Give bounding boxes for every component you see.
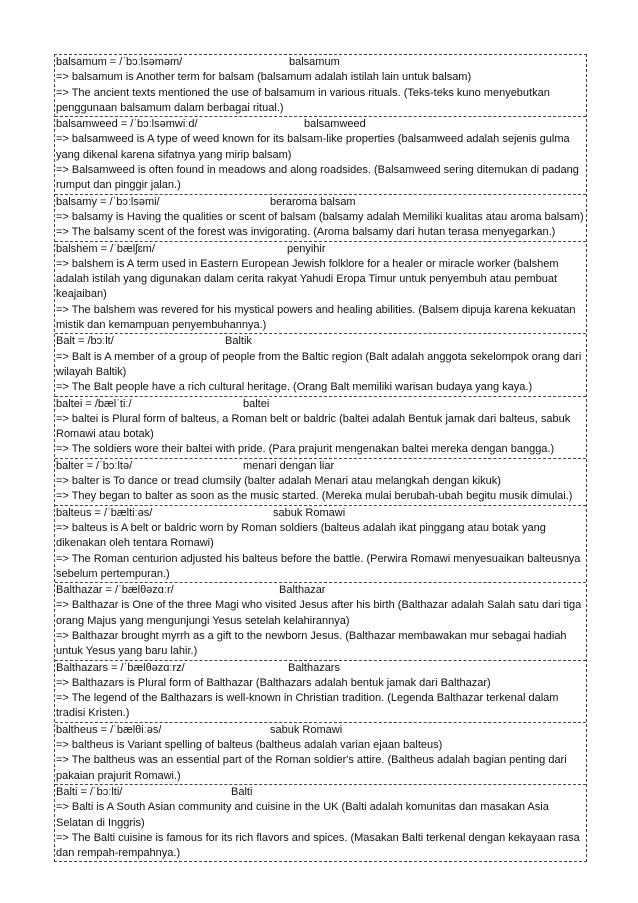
definition-line: => balsamweed is A type of weed known for its balsam-like properties (balsamweed adalah sejenis gulma yang dikenal karena sifatnya yang mirip balsam) xyxy=(56,133,570,161)
dictionary-entry xyxy=(55,723,586,785)
definition-line: => balshem is A term used in Eastern European Jewish folklore for a healer or miracle worker (balshem adalah istilah yang digunakan dalam cerita rakyat Yahudi Eropa Timur untuk penyembuh atau pembuat keajaiban) xyxy=(56,257,559,301)
definition-line: => Balthazar is One of the three Magi who visited Jesus after his birth (Balthazar adalah Salah satu dari tiga orang Majus yang mengunjungi Yesus setelah kelahirannya) xyxy=(56,599,582,627)
entry-header xyxy=(56,661,585,676)
definition-line: => baltheus is Variant spelling of balteus (baltheus adalah varian ejaan balteus) xyxy=(56,739,443,752)
definition-line: => Balti is A South Asian community and cuisine in the UK (Balti adalah komunitas dan masakan Asia Selatan di Inggris) xyxy=(56,801,549,829)
entry-header xyxy=(56,583,585,598)
dictionary-entry xyxy=(55,334,586,396)
headword-pronunciation: balter = /ˈbɔːltə/ xyxy=(56,459,133,472)
translation: balsamum xyxy=(289,56,340,68)
dictionary-entry xyxy=(55,661,586,723)
example-line: => Balsamweed is often found in meadows and along roadsides. (Balsamweed sering ditemukan di padang rumput dan pinggir jalan.) xyxy=(56,164,579,192)
dictionary-entry xyxy=(55,55,586,117)
headword-pronunciation: baltei = /bælˈtiː/ xyxy=(56,397,132,410)
entry-header xyxy=(56,459,585,474)
translation: balsamweed xyxy=(304,118,366,131)
headword-pronunciation: balshem = /ˈbælʃɛm/ xyxy=(56,242,155,255)
example-line: => The ancient texts mentioned the use of balsamum in various rituals. (Teks-teks kuno menyebutkan penggunaan balsamum dalam berbagai ritual.) xyxy=(56,86,550,114)
example-line: => The legend of the Balthazars is well-known in Christian tradition. (Legenda Balthazar terkenal dalam tradisi Kristen.) xyxy=(56,692,559,720)
entry-header xyxy=(56,506,585,521)
example-line: => Balthazar brought myrrh as a gift to the newborn Jesus. (Balthazar membawakan mur sebagai hadiah untuk Yesus yang baru lahir.) xyxy=(56,629,567,658)
dictionary-entries xyxy=(54,54,587,862)
example-line: => The Roman centurion adjusted his balteus before the battle. (Perwira Romawi menyesuaikan balteusnya sebelum pertempuran.) xyxy=(56,552,581,580)
definition-line: => balteus is A belt or baldric worn by Roman soldiers (balteus adalah ikat pinggang atau botak yang dikenakan oleh tentara Romawi) xyxy=(56,521,546,550)
definition-line: => balsamum is Another term for balsam (balsamum adalah istilah lain untuk balsam) xyxy=(56,71,472,84)
example-line: => They began to balter as soon as the music started. (Mereka mulai berubah-ubah begitu musik dimulai.) xyxy=(56,490,573,503)
entry-header xyxy=(56,723,585,738)
example-line: => The baltheus was an essential part of the Roman soldier's attire. (Baltheus adalah bagian penting dari pakaian prajurit Romawi.) xyxy=(56,754,567,782)
headword-pronunciation: Balt = /bɔːlt/ xyxy=(56,335,114,348)
headword-pronunciation: balteus = /ˈbæltiːəs/ xyxy=(56,506,153,519)
translation: penyihir xyxy=(287,242,326,255)
headword-pronunciation: Balthazar = /ˈbælθəzɑːr/ xyxy=(56,584,174,597)
translation: Balthazar xyxy=(279,584,326,597)
dictionary-entry xyxy=(55,242,586,335)
definition-line: => Balt is A member of a group of people from the Baltic region (Balt adalah anggota sekelompok orang dari wilayah Baltik) xyxy=(56,350,582,378)
entry-header xyxy=(56,334,585,349)
translation: sabuk Romawi xyxy=(273,506,346,519)
headword-pronunciation: Balthazars = /ˈbælθəzɑːrz/ xyxy=(56,661,185,674)
example-line: => The balsamy scent of the forest was invigorating. (Aroma balsamy dari hutan terasa menyegarkan.) xyxy=(56,226,556,239)
headword-pronunciation: balsamy = /ˈbɔːlsəmi/ xyxy=(56,195,160,208)
dictionary-entry xyxy=(55,785,586,861)
definition-line: => baltei is Plural form of balteus, a Roman belt or baldric (baltei adalah Bentuk jamak dari balteus, sabuk Romawi atau botak) xyxy=(56,412,571,441)
entry-header xyxy=(56,397,585,412)
entry-header xyxy=(56,242,585,257)
example-line: => The Balt people have a rich cultural heritage. (Orang Balt memiliki warisan budaya yang kaya.) xyxy=(56,381,533,394)
entry-header xyxy=(56,55,585,70)
translation: baltei xyxy=(243,397,270,410)
entry-header xyxy=(56,117,585,132)
translation: Balti xyxy=(231,785,253,798)
dictionary-entry xyxy=(55,459,586,506)
dictionary-entry xyxy=(55,397,586,459)
translation: beraroma balsam xyxy=(270,195,356,208)
definition-line: => Balthazars is Plural form of Balthazar (Balthazars adalah bentuk jamak dari Balthazar) xyxy=(56,676,491,689)
dictionary-entry xyxy=(55,583,586,660)
dictionary-entry xyxy=(55,117,586,194)
entry-header xyxy=(56,195,585,210)
headword-pronunciation: baltheus = /ˈbælθiːəs/ xyxy=(56,723,162,736)
translation: Baltik xyxy=(225,335,252,348)
headword-pronunciation: Balti = /ˈbɔːlti/ xyxy=(56,785,123,798)
example-line: => The Balti cuisine is famous for its rich flavors and spices. (Masakan Balti terkenal dengan kekayaan rasa dan rempah-rempahnya.) xyxy=(56,831,580,860)
translation: Balthazars xyxy=(288,661,340,674)
entry-header xyxy=(56,785,585,800)
example-line: => The balshem was revered for his mystical powers and healing abilities. (Balsem dipuja karena kekuatan mistik dan kemampuan penyembuhannya.) xyxy=(56,303,576,332)
translation: menari dengan liar xyxy=(243,459,335,472)
translation: sabuk Romawi xyxy=(270,723,343,736)
dictionary-entry xyxy=(55,195,586,242)
headword-pronunciation: balsamum = /ˈbɔːlsəməm/ xyxy=(56,56,183,68)
dictionary-entry xyxy=(55,506,586,583)
definition-line: => balsamy is Having the qualities or scent of balsam (balsamy adalah Memiliki kualitas atau aroma balsam) xyxy=(56,210,584,223)
headword-pronunciation: balsamweed = /ˈbɔːlsəmwiːd/ xyxy=(56,118,198,131)
definition-line: => balter is To dance or tread clumsily (balter adalah Menari atau melangkah dengan kikuk) xyxy=(56,475,501,488)
example-line: => The soldiers wore their baltei with pride. (Para prajurit mengenakan baltei mereka dengan bangga.) xyxy=(56,443,555,456)
